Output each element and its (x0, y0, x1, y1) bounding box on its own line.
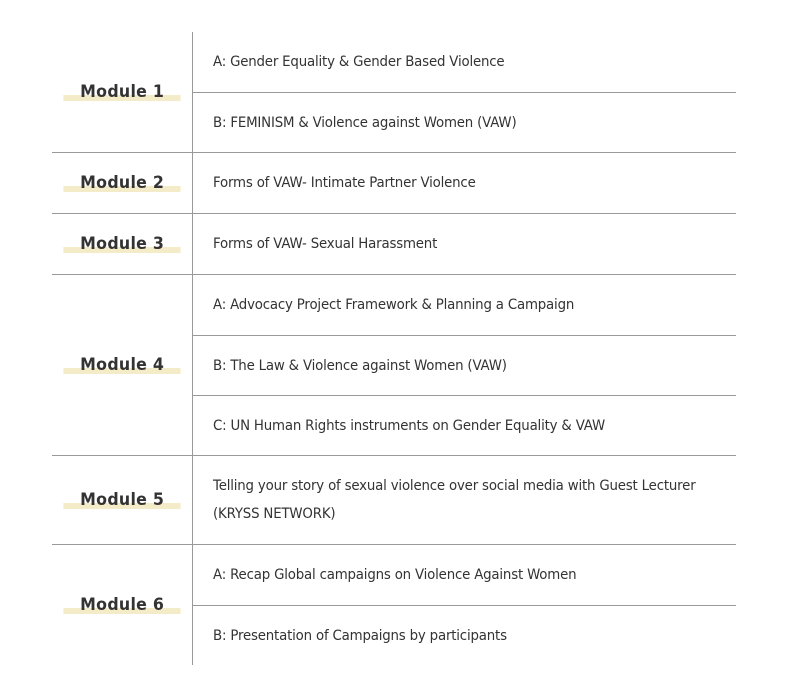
module-label: Module 4 (74, 355, 169, 375)
topic-row (193, 335, 736, 395)
module-cell (52, 456, 193, 544)
module-cell (52, 214, 193, 274)
module-label: Module 5 (74, 490, 169, 510)
module-label: Module 1 (74, 82, 169, 102)
topic-text: B: Presentation of Campaigns by participants (213, 627, 507, 644)
topic-text: C: UN Human Rights instruments on Gender Equality & VAW (213, 417, 606, 434)
course-modules-table (52, 32, 736, 665)
topic-text: B: The Law & Violence against Women (VAW) (213, 357, 507, 374)
topic-list (193, 214, 736, 274)
topic-row (193, 456, 769, 544)
module-cell (52, 275, 193, 455)
module-label: Module 2 (74, 173, 169, 193)
topic-row (193, 395, 736, 455)
module-group-3 (52, 213, 736, 274)
topic-text: Forms of VAW- Intimate Partner Violence (213, 175, 476, 191)
module-cell (52, 153, 193, 213)
module-group-1 (52, 32, 736, 152)
topic-row (193, 275, 736, 335)
module-label: Module 6 (74, 595, 169, 615)
topic-text: B: FEMINISM & Violence against Women (VAW) (213, 114, 517, 131)
topic-row (193, 153, 736, 213)
module-group-2 (52, 152, 736, 213)
module-cell (52, 32, 193, 152)
module-group-6 (52, 544, 736, 665)
topic-text: A: Recap Global campaigns on Violence Against Women (213, 567, 577, 583)
topic-row (193, 214, 736, 274)
topic-list (193, 153, 736, 213)
module-label: Module 3 (74, 234, 169, 254)
topic-list (193, 32, 736, 152)
topic-list (193, 275, 736, 455)
topic-row (193, 32, 736, 92)
module-group-4 (52, 274, 736, 455)
topic-list (193, 545, 736, 665)
topic-text: Telling your story of sexual violence over social media with Guest Lecturer (KRYSS NETWORK) (213, 478, 696, 522)
topic-text: A: Gender Equality & Gender Based Violence (213, 54, 505, 70)
topic-text: Forms of VAW- Sexual Harassment (213, 236, 438, 252)
topic-row (193, 92, 736, 152)
module-cell (52, 545, 193, 665)
topic-row (193, 605, 736, 665)
topic-list (193, 456, 769, 544)
topic-row (193, 545, 736, 605)
module-group-5 (52, 455, 736, 544)
topic-text: A: Advocacy Project Framework & Planning a Campaign (213, 297, 575, 313)
